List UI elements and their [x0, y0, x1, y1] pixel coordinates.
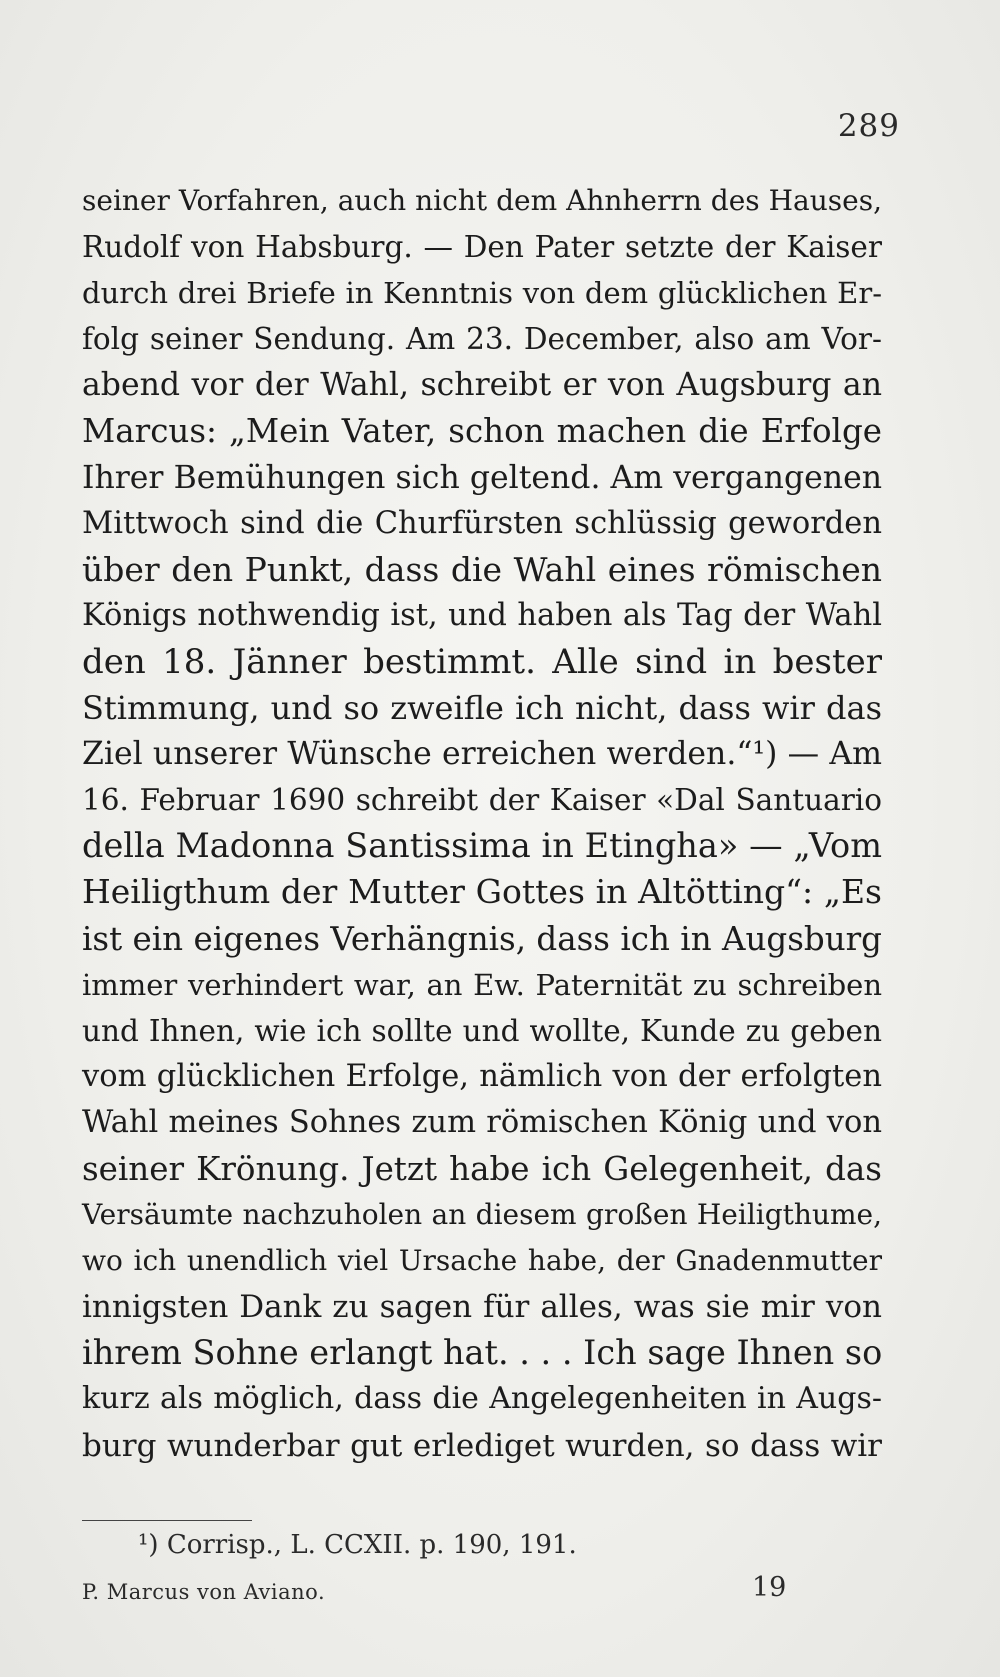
- text-line: 16. Februar 1690 schreibt der Kaiser «Dal Santuario: [82, 783, 882, 818]
- text-line: seiner Krönung. Jetzt habe ich Gelegenheit, das: [82, 1149, 882, 1188]
- text-line: ist ein eigenes Verhängnis, dass ich in Augsburg: [82, 919, 882, 958]
- text-line: durch drei Briefe in Kenntnis von dem glücklichen Er-: [82, 276, 882, 311]
- text-line: kurz als möglich, dass die Angelegenheiten in Augs-: [82, 1381, 882, 1417]
- text-line: ihrem Sohne erlangt hat. . . . Ich sage Ihnen so: [82, 1333, 883, 1373]
- page-number: 289: [837, 108, 900, 144]
- body-text: [82, 178, 882, 1469]
- text-line: della Madonna Santissima in Etingha» — „Vom: [82, 826, 882, 866]
- text-line: innigsten Dank zu sagen für alles, was sie mir von: [82, 1289, 882, 1326]
- text-line: Rudolf von Habsburg. — Den Pater setzte der Kaiser: [82, 230, 882, 265]
- text-line: wo ich unendlich viel Ursache habe, der Gnadenmutter: [82, 1244, 882, 1278]
- text-line: über den Punkt, dass die Wahl eines römischen: [82, 549, 882, 589]
- text-line: Mittwoch sind die Churfürsten schlüssig geworden: [82, 505, 882, 541]
- footnote: ¹) Corrisp., L. CCXII. p. 190, 191.: [138, 1530, 577, 1560]
- text-line: den 18. Jänner bestimmt. Alle sind in bester: [82, 641, 882, 682]
- text-line: Stimmung, und so zweifle ich nicht, dass wir das: [82, 689, 882, 728]
- text-line: vom glücklichen Erfolge, nämlich von der erfolgten: [82, 1058, 882, 1094]
- text-line: burg wunderbar gut erlediget wurden, so dass wir: [82, 1427, 882, 1464]
- text-line: Wahl meines Sohnes zum römischen König und von: [82, 1104, 882, 1140]
- text-line: Ihrer Bemühungen sich geltend. Am vergangenen: [82, 459, 882, 496]
- text-line: immer verhindert war, an Ew. Paternität zu schreiben: [82, 967, 882, 1002]
- text-line: Ziel unserer Wünsche erreichen werden.“¹) — Am: [82, 736, 882, 773]
- text-line: und Ihnen, wie ich sollte und wollte, Kunde zu geben: [82, 1013, 882, 1048]
- text-line: abend vor der Wahl, schreibt er von Augsburg an: [82, 367, 882, 404]
- text-line: Königs nothwendig ist, und haben als Tag der Wahl: [82, 597, 882, 633]
- text-line: folg seiner Sendung. Am 23. December, also am Vor-: [82, 322, 882, 357]
- signature-line: P. Marcus von Aviano.: [82, 1580, 326, 1604]
- text-line: Marcus: „Mein Vater, schon machen die Erfolge: [82, 412, 882, 451]
- text-line: seiner Vorfahren, auch nicht dem Ahnherrn des Hauses,: [82, 184, 882, 217]
- sheet-number: 19: [752, 1572, 787, 1603]
- text-line: Heiligthum der Mutter Gottes in Altötting“: „Es: [82, 872, 882, 912]
- text-line: Versäumte nachzuholen an diesem großen Heiligthume,: [82, 1198, 882, 1232]
- footnote-divider: [82, 1520, 252, 1521]
